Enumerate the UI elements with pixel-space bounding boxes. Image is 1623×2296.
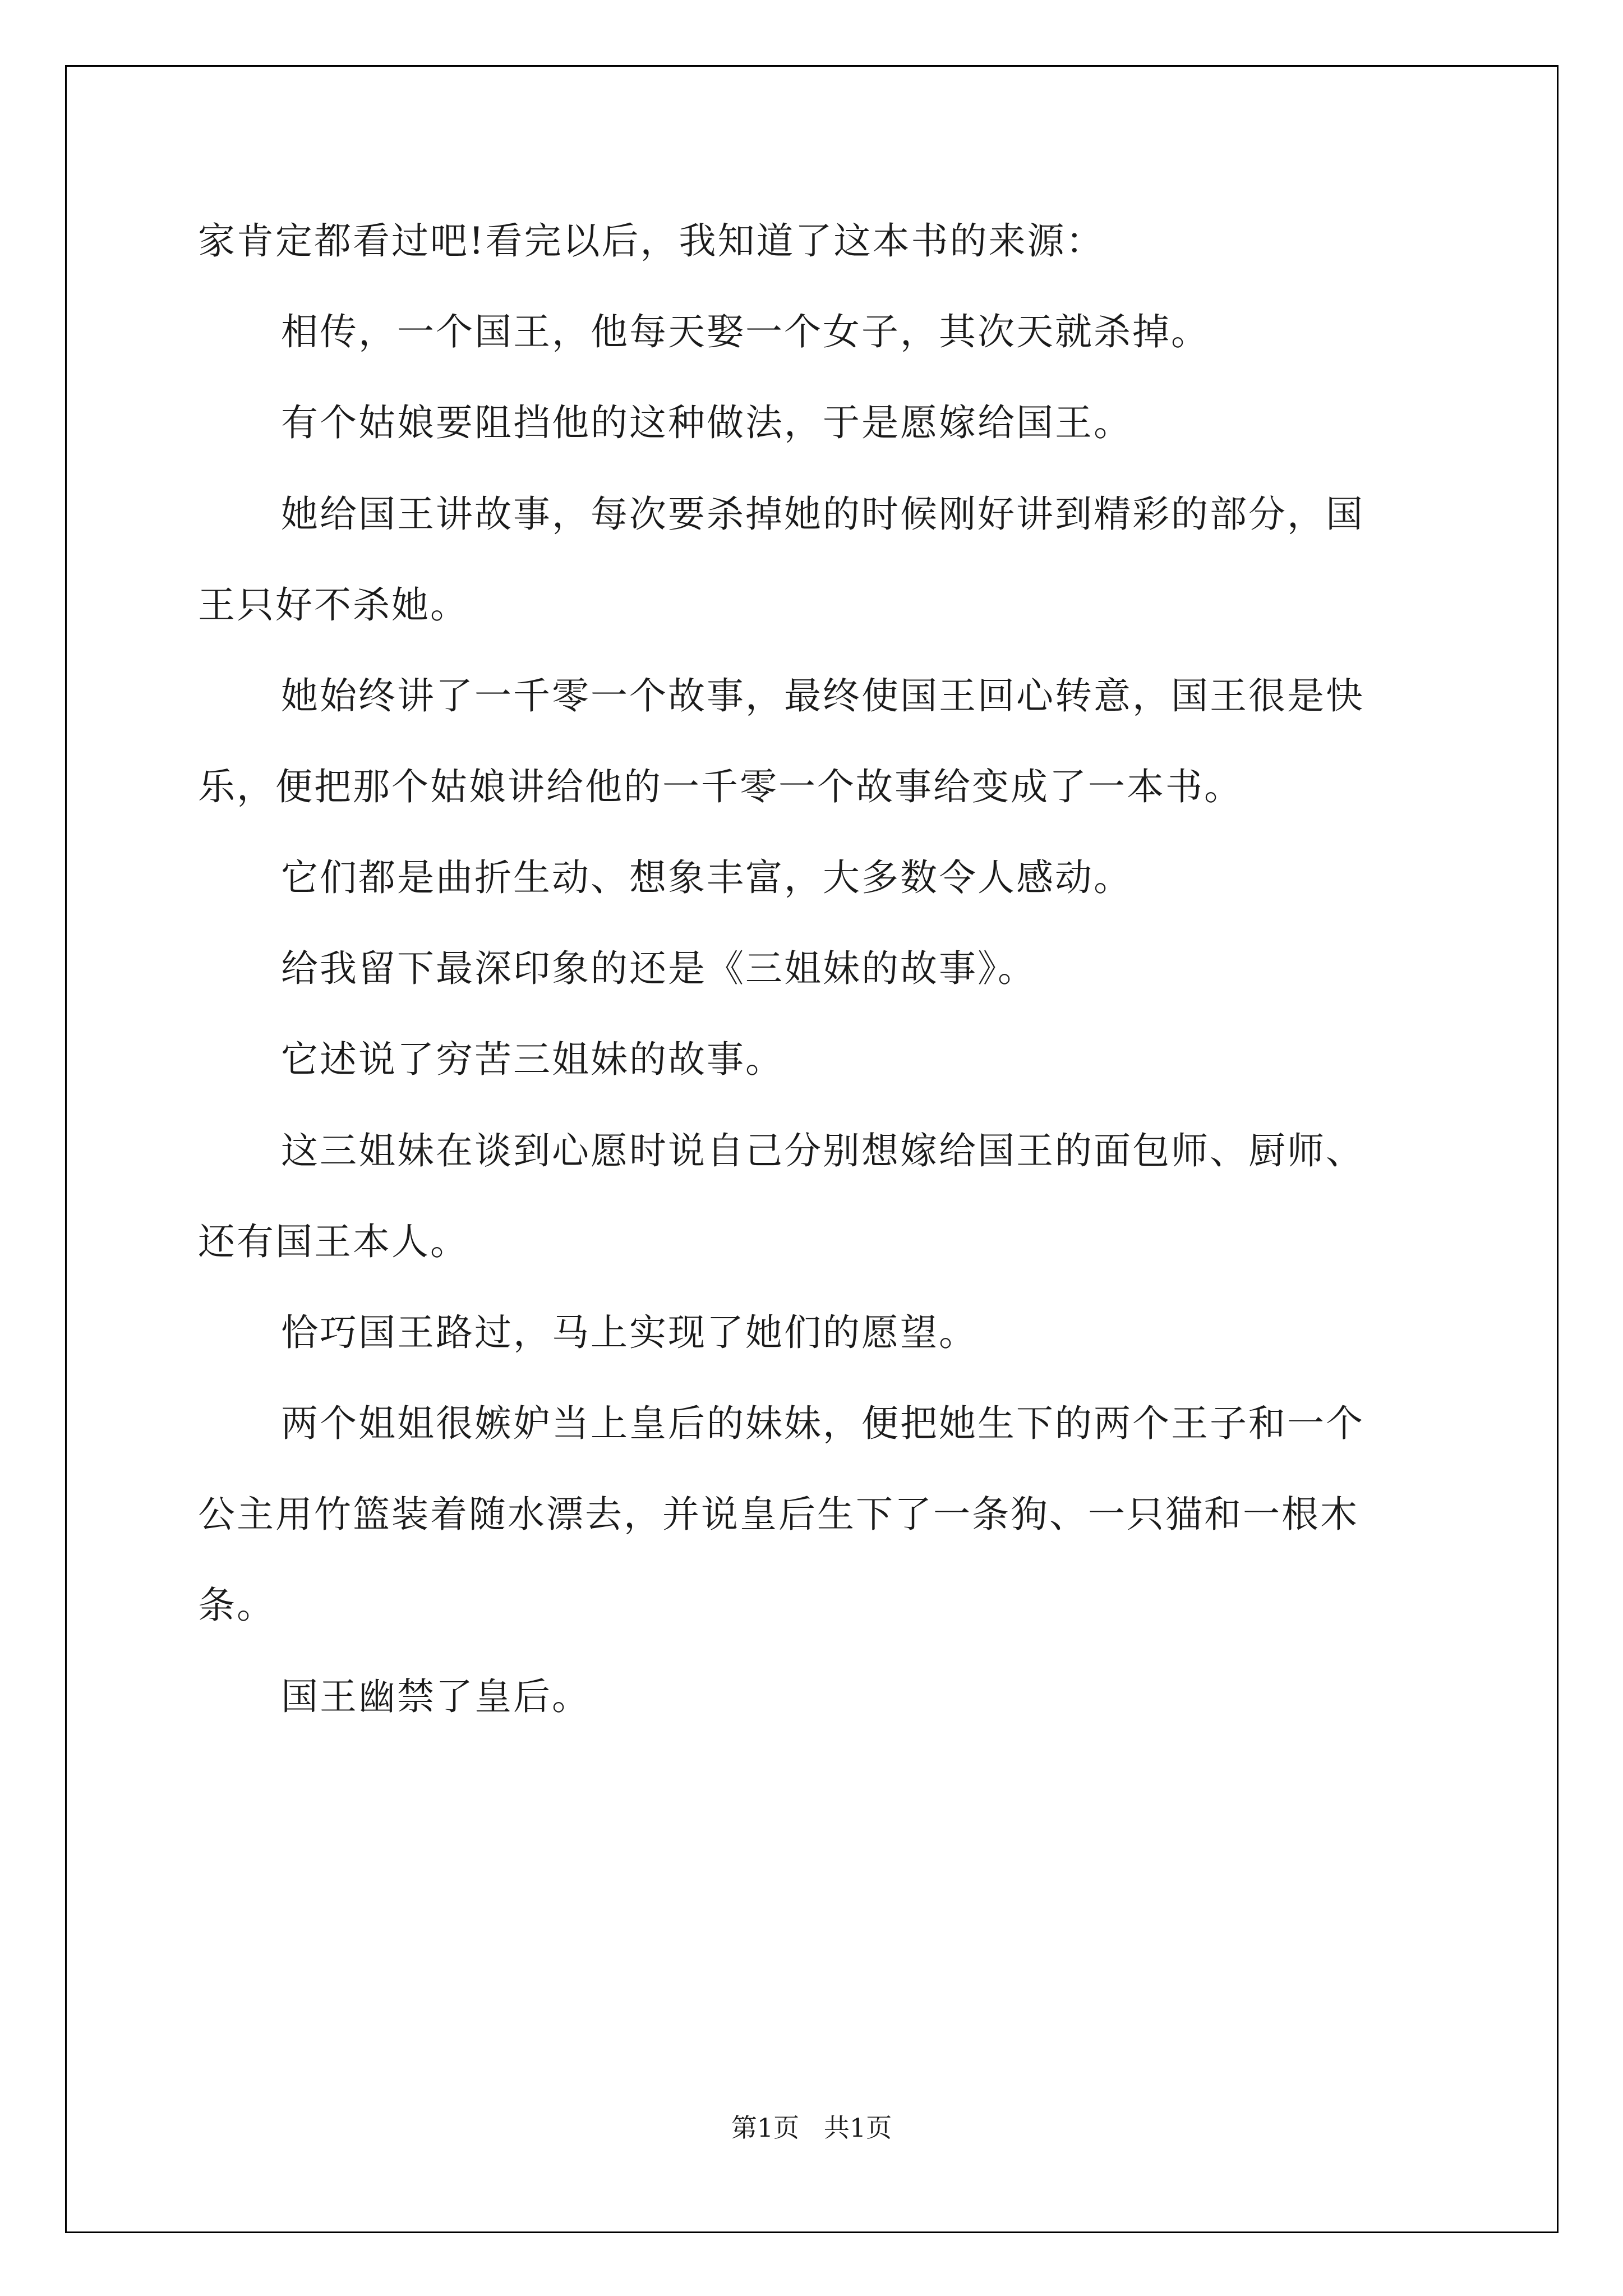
text-line: 王只好不杀她。 — [198, 583, 469, 627]
text-line: 有个姑娘要阻挡他的这种做法，于是愿嫁给国王。 — [281, 401, 1132, 444]
page-number-footer: 第1页 共1页 — [731, 2113, 892, 2143]
text-line: 还有国王本人。 — [198, 1220, 469, 1263]
text-line: 国王幽禁了皇后。 — [281, 1675, 591, 1718]
text-line: 公主用竹篮装着随水漂去，并说皇后生下了一条狗、一只猫和一根木 — [198, 1493, 1359, 1536]
text-line: 她给国王讲故事，每次要杀掉她的时候刚好讲到精彩的部分，国 — [281, 493, 1364, 536]
text-line: 它们都是曲折生动、想象丰富，大多数令人感动。 — [281, 856, 1132, 899]
text-line: 家肯定都看过吧!看完以后，我知道了这本书的来源： — [198, 219, 1105, 263]
text-line: 给我留下最深印象的还是《三姐妹的故事》。 — [281, 947, 1036, 990]
text-line: 相传，一个国王，他每天娶一个女子，其次天就杀掉。 — [281, 310, 1210, 353]
text-line: 这三姐妹在谈到心愿时说自己分别想嫁给国王的面包师、厨师、 — [281, 1129, 1364, 1172]
text-line: 她始终讲了一千零一个故事，最终使国王回心转意，国王很是快 — [281, 674, 1364, 717]
text-line: 它述说了穷苦三姐妹的故事。 — [281, 1038, 784, 1081]
text-line: 恰巧国王路过，马上实现了她们的愿望。 — [281, 1311, 978, 1354]
text-line: 条。 — [198, 1584, 275, 1627]
text-line: 乐，便把那个姑娘讲给他的一千零一个故事给变成了一本书。 — [198, 765, 1243, 808]
text-line: 两个姐姐很嫉妒当上皇后的妹妹，便把她生下的两个王子和一个 — [281, 1402, 1364, 1445]
